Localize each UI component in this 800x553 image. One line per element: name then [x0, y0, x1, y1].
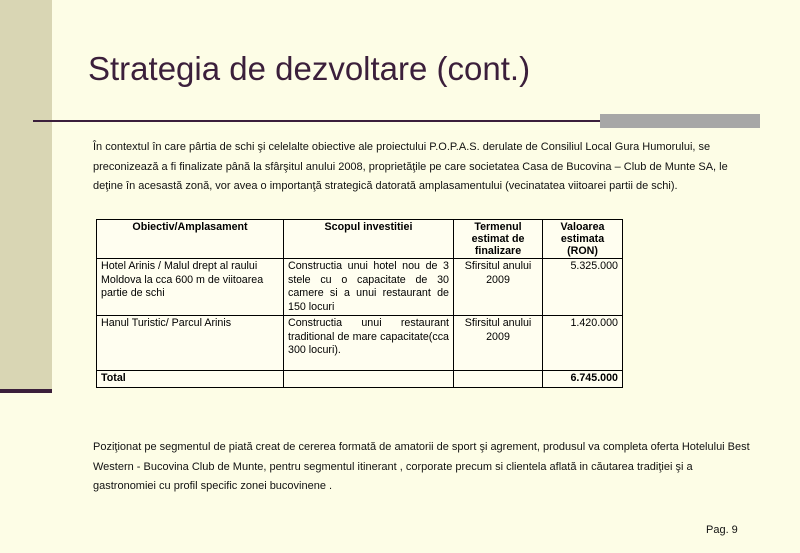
cell-deadline: Sfirsitul anului 2009 — [454, 259, 543, 316]
total-label: Total — [97, 371, 284, 388]
page-number: Pag. 9 — [706, 524, 738, 536]
slide-title: Strategia de dezvoltare (cont.) — [88, 50, 531, 87]
table-row — [97, 316, 623, 371]
table-row — [97, 259, 623, 316]
header-objective: Obiectiv/Amplasament — [97, 220, 284, 259]
header-deadline: Termenul estimat de finalizare — [454, 220, 543, 259]
cell-scope: Constructia unui hotel nou de 3 stele cu o capacitate de 30 camere si a unui restaurant de 150 locuri — [284, 259, 454, 316]
table-total-row — [97, 371, 623, 388]
left-decor-bar — [0, 0, 52, 393]
table-header-row — [97, 220, 623, 259]
title-divider-accent — [600, 114, 760, 128]
cell-value: 5.325.000 — [543, 259, 623, 316]
cell-deadline: Sfirsitul anului 2009 — [454, 316, 543, 371]
investment-table-container — [96, 219, 623, 388]
header-value: Valoarea estimata (RON) — [543, 220, 623, 259]
closing-paragraph: Poziţionat pe segmentul de piată creat de cererea formată de amatorii de sport şi agrement, produsul va completa oferta Hotelului Best Western - Bucovina Club de Munte, pentru segmentul itinerant , corporate precum si clientela aflată in căutarea tradiţiei şi a gastronomiei cu profil specific zonei bucovinene . — [93, 441, 750, 492]
intro-paragraph: În contextul în care pârtia de schi şi celelalte obiective ale proiectului P.O.P.A.S. derulate de Consiliul Local Gura Humorului, se preconizează a fi finalizate până la sfârşitul anului 2008, proprietăţile pe care societatea Casa de Bucovina – Club de Munte SA, le deţine în acesastă zonă, vor avea o importanţă strategică datorată amplasamentului (vecinatatea viitoarei partii de schi). — [93, 141, 728, 192]
left-decor-bar-bottom-line — [0, 389, 52, 393]
header-scope: Scopul investitiei — [284, 220, 454, 259]
cell-objective: Hotel Arinis / Malul drept al raului Moldova la cca 600 m de viitoarea partie de schi — [97, 259, 284, 316]
total-empty-cell — [284, 371, 454, 388]
total-empty-cell — [454, 371, 543, 388]
cell-scope: Constructia unui restaurant traditional de mare capacitate(cca 300 locuri). — [284, 316, 454, 371]
investment-table — [96, 219, 623, 388]
cell-value: 1.420.000 — [543, 316, 623, 371]
cell-objective: Hanul Turistic/ Parcul Arinis — [97, 316, 284, 371]
total-value: 6.745.000 — [543, 371, 623, 388]
